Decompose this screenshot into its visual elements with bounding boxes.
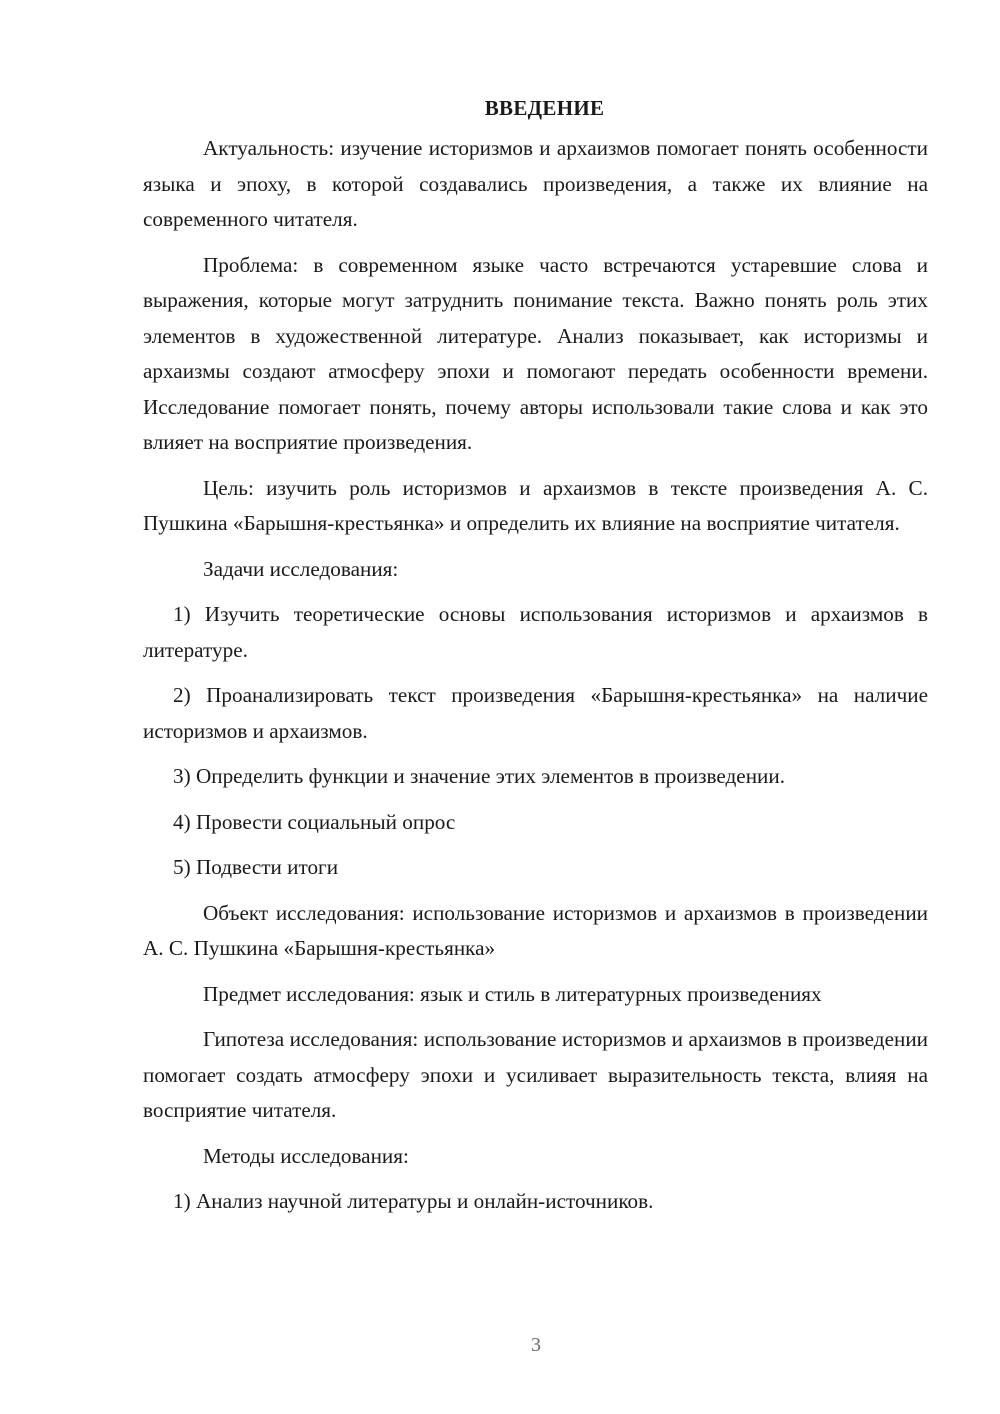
- paragraph-goal: Цель: изучить роль историзмов и архаизмов в тексте произведения А. С. Пушкина «Барышня-крестьянка» и определить их влияние на восприятие читателя.: [143, 475, 928, 535]
- paragraph-object: Объект исследования: использование историзмов и архаизмов в произведении А. С. Пушкина «Барышня-крестьянка»: [143, 900, 928, 960]
- document-body: [143, 96, 928, 1220]
- paragraph-methods-heading: Методы исследования:: [203, 1143, 409, 1168]
- task-item-2: 2) Проанализировать текст произведения «Барышня-крестьянка» на наличие историзмов и архаизмов.: [143, 683, 928, 743]
- paragraph-tasks-heading: Задачи исследования:: [203, 556, 399, 581]
- paragraph-problem: Проблема: в современном языке часто встречаются устаревшие слова и выражения, которые могут затруднить понимание текста. Важно понять роль этих элементов в художественной литературе. Анализ показывает, как историзмы и архаизмы создают атмосферу эпохи и помогают передать особенности времени. Исследование помогает понять, почему авторы использовали такие слова и как это влияет на восприятие произведения.: [143, 252, 928, 454]
- paragraph-hypothesis: Гипотеза исследования: использование историзмов и архаизмов в произведении помогает создать атмосферу эпохи и усиливает выразительность текста, влияя на восприятие читателя.: [143, 1027, 928, 1122]
- method-item-1: 1) Анализ научной литературы и онлайн-источников.: [173, 1189, 654, 1213]
- paragraph-relevance: Актуальность: изучение историзмов и архаизмов помогает понять особенности языка и эпоху, в которой создавались произведения, а также их влияние на современного читателя.: [143, 136, 928, 231]
- paragraph-subject: Предмет исследования: язык и стиль в литературных произведениях: [203, 981, 822, 1006]
- task-item-1: 1) Изучить теоретические основы использования историзмов и архаизмов в литературе.: [143, 602, 928, 662]
- section-title: ВВЕДЕНИЕ: [484, 96, 605, 120]
- page-number: 3: [531, 1334, 541, 1356]
- task-item-4: 4) Провести социальный опрос: [173, 809, 456, 834]
- task-item-5: 5) Подвести итоги: [173, 855, 339, 879]
- task-item-3: 3) Определить функции и значение этих элементов в произведении.: [173, 764, 786, 788]
